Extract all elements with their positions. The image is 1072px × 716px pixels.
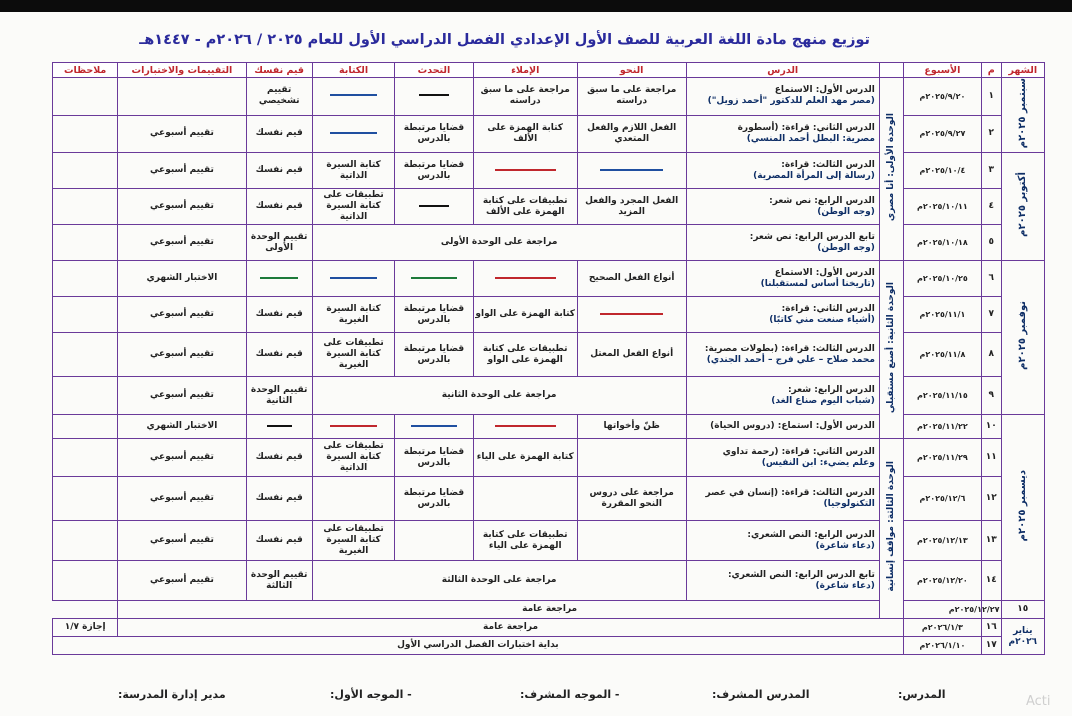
header-unit: [879, 63, 903, 78]
lesson-cell: [686, 153, 879, 189]
notes-cell: [53, 225, 118, 261]
week-date: ٢٠٢٦/١/٣م: [903, 619, 981, 637]
week-number: ١٥: [1001, 601, 1044, 619]
lesson-subtitle: (وجه الوطن): [817, 206, 875, 217]
assessment-cell: تقييم أسبوعي: [118, 153, 246, 189]
empty-dash: [495, 277, 556, 279]
speaking-cell: [395, 261, 473, 297]
dictation-cell: [473, 415, 577, 439]
page-title: توزيع منهج مادة اللغة العربية للصف الأول الإعدادي الفصل الدراسي الأول للعام ٢٠٢٥ / ٢٠٢٦م - ١٤٤٧هـ: [139, 32, 870, 48]
lesson-title: الدرس الثاني: قراءة: (رحمة تداوي: [722, 446, 875, 457]
signature-first-supervisor: - الموجه الأول:: [330, 688, 412, 701]
empty-dash: [330, 277, 378, 279]
grammar-cell: مراجعة على ما سبق دراسته: [577, 78, 686, 116]
header-assess: التقييمات والاختبارات: [118, 63, 246, 78]
header-row: [53, 63, 1045, 78]
notes-cell: [53, 477, 118, 521]
lesson-cell: [686, 225, 879, 261]
lesson-subtitle: (مصر مهد العلم للدكتور "أحمد زويل"): [707, 96, 875, 107]
lesson-cell: [686, 415, 879, 439]
empty-dash: [419, 205, 449, 207]
lesson-cell: [686, 115, 879, 153]
month-cell-dec: [1001, 415, 1044, 601]
month-cell-nov: [1001, 261, 1044, 415]
writing-cell: [312, 261, 395, 297]
writing-cell: تطبيقات على كتابة السيرة الغيرية: [312, 333, 395, 377]
week-date: ٢٠٢٥/١٢/٢٠م: [903, 561, 981, 601]
dictation-cell: تطبيقات على كتابة الهمزة على الواو: [473, 333, 577, 377]
signature-senior-teacher: المدرس المشرف:: [712, 688, 810, 701]
lesson-subtitle: (أشياء صنعت مني كاتبًا): [769, 314, 875, 325]
lesson-title: الدرس الثاني: قراءة:: [781, 303, 875, 314]
month-year: ٢٠٢٦م: [1008, 636, 1038, 647]
unit-label: الوحدة الثالثة: مواقف إنسانية: [885, 461, 896, 593]
self-assessment-cell: قيم نفسك: [246, 477, 312, 521]
lesson-title: الدرس الثاني: قراءة: (أسطورة: [737, 122, 875, 133]
header-speaking: التحدث: [395, 63, 473, 78]
notes-cell: [53, 153, 118, 189]
activation-watermark: Acti: [1026, 694, 1051, 709]
notes-cell: [53, 439, 118, 477]
notes-cell: [53, 189, 118, 225]
lesson-subtitle: (وجه الوطن): [817, 242, 875, 253]
self-assessment-cell: [246, 261, 312, 297]
unit-cell-3: [879, 439, 903, 619]
self-assessment-cell: تقييم الوحدة الثالثة: [246, 561, 312, 601]
month-label: سبتمبر ٢٠٢٥م: [1017, 78, 1029, 149]
unit-review-cell: مراجعة على الوحدة الثالثة: [312, 561, 686, 601]
week-date: ٢٠٢٥/١٠/١١م: [903, 189, 981, 225]
notes-cell: [53, 561, 118, 601]
lesson-subtitle: (شباب اليوم صناع الغد): [771, 395, 875, 406]
lesson-title: الدرس الرابع: نص شعر:: [769, 195, 875, 206]
speaking-cell: قضايا مرتبطة بالدرس: [395, 115, 473, 153]
empty-dash: [267, 425, 292, 427]
week-date: ٢٠٢٥/١٠/٢٥م: [903, 261, 981, 297]
week-date: ٢٠٢٥/١١/٢٩م: [903, 439, 981, 477]
notes-cell: [53, 78, 118, 116]
self-assessment-cell: قيم نفسك: [246, 189, 312, 225]
self-assessment-cell: تقييم الوحدة الثانية: [246, 377, 312, 415]
notes-cell: [53, 333, 118, 377]
signature-supervisor: - الموجه المشرف:: [520, 688, 620, 701]
assessment-cell: الاختبار الشهري: [118, 261, 246, 297]
grammar-cell: الفعل المجرد والفعل المزيد: [577, 189, 686, 225]
lesson-title: الدرس الرابع: شعر:: [787, 384, 875, 395]
week-date: ٢٠٢٥/١٢/٦م: [903, 477, 981, 521]
curriculum-table: [52, 62, 1045, 655]
week-date: ٢٠٢٥/١١/١م: [903, 297, 981, 333]
writing-cell: تطبيقات على كتابة السيرة الذاتية: [312, 439, 395, 477]
lesson-cell: [686, 377, 879, 415]
general-review-cell: مراجعة عامة: [118, 601, 982, 619]
speaking-cell: قضايا مرتبطة بالدرس: [395, 439, 473, 477]
lesson-cell: [686, 521, 879, 561]
self-assessment-cell: قيم نفسك: [246, 153, 312, 189]
writing-cell: كتابة السيرة الغيرية: [312, 297, 395, 333]
grammar-cell: [577, 521, 686, 561]
lesson-cell: [686, 333, 879, 377]
dictation-cell: تطبيقات على كتابة الهمزة على الياء: [473, 521, 577, 561]
lesson-title: الدرس الرابع: النص الشعري:: [747, 529, 875, 540]
grammar-cell: أنواع الفعل الصحيح: [577, 261, 686, 297]
month-cell-sep: [1001, 78, 1044, 153]
top-bar: [0, 0, 1072, 12]
lesson-title: الدرس الثالث: قراءة: (إنسان في عصر: [705, 487, 875, 498]
dictation-cell: كتابة الهمزة على الواو: [473, 297, 577, 333]
lesson-cell: [686, 477, 879, 521]
lesson-title: الدرس الثالث: قراءة:: [781, 159, 875, 170]
speaking-cell: قضايا مرتبطة بالدرس: [395, 333, 473, 377]
week-number: ١٦: [982, 619, 1002, 637]
table-row: [53, 601, 1045, 619]
week-number: ٥: [982, 225, 1002, 261]
assessment-cell: تقييم أسبوعي: [118, 377, 246, 415]
month-label: ديسمبر ٢٠٢٥م: [1017, 470, 1029, 542]
self-assessment-cell: تقييم تشخيصي: [246, 78, 312, 116]
week-number: ٧: [982, 297, 1002, 333]
empty-dash: [600, 169, 663, 171]
lesson-subtitle: (دعاء شاعرة): [815, 540, 875, 551]
header-num: م: [982, 63, 1002, 78]
grammar-cell: ظنّ وأخواتها: [577, 415, 686, 439]
dictation-cell: كتابة الهمزة على الياء: [473, 439, 577, 477]
month-label: نوفمبر ٢٠٢٥م: [1017, 301, 1029, 371]
signature-teacher: المدرس:: [898, 688, 946, 701]
writing-cell: تطبيقات على كتابة السيرة الذاتية: [312, 189, 395, 225]
week-date: ٢٠٢٥/١٠/١٨م: [903, 225, 981, 261]
week-date: ٢٠٢٥/١١/٢٢م: [903, 415, 981, 439]
notes-cell: [53, 377, 118, 415]
month-cell-oct: [1001, 153, 1044, 261]
assessment-cell: تقييم أسبوعي: [118, 561, 246, 601]
month-cell-jan: [1001, 619, 1044, 655]
unit-review-cell: مراجعة على الوحدة الأولى: [312, 225, 686, 261]
unit-cell-1: [879, 78, 903, 261]
week-number: ١٠: [982, 415, 1002, 439]
dictation-cell: [473, 261, 577, 297]
dictation-cell: مراجعة على ما سبق دراسته: [473, 78, 577, 116]
lesson-subtitle: (تاريخنا أساس لمستقبلنا): [760, 278, 875, 289]
header-self: قيم نفسك: [246, 63, 312, 78]
week-date: ٢٠٢٥/١١/١٥م: [903, 377, 981, 415]
week-number: ٩: [982, 377, 1002, 415]
assessment-cell: [118, 78, 246, 116]
lesson-subtitle: مصرية: البطل أحمد المنسي): [746, 133, 875, 144]
lesson-cell: [686, 261, 879, 297]
grammar-cell: [577, 297, 686, 333]
speaking-cell: قضايا مرتبطة بالدرس: [395, 477, 473, 521]
empty-dash: [495, 425, 556, 427]
lesson-title: تابع الدرس الرابع: نص شعر:: [749, 231, 875, 242]
assessment-cell: تقييم أسبوعي: [118, 333, 246, 377]
grammar-cell: الفعل اللازم والفعل المتعدي: [577, 115, 686, 153]
unit-label: الوحدة الأولى: أنا مصري: [885, 113, 896, 222]
table-row: [53, 261, 1045, 297]
week-number: ١٧: [982, 637, 1002, 655]
week-number: ٣: [982, 153, 1002, 189]
self-assessment-cell: قيم نفسك: [246, 439, 312, 477]
assessment-cell: تقييم أسبوعي: [118, 115, 246, 153]
grammar-cell: [577, 439, 686, 477]
notes-cell: [53, 297, 118, 333]
assessment-cell: تقييم أسبوعي: [118, 225, 246, 261]
unit-cell-2: [879, 261, 903, 439]
week-number: ١٤: [982, 561, 1002, 601]
week-date: ٢٠٢٥/١٠/٤م: [903, 153, 981, 189]
lesson-title: الدرس الثالث: قراءة: (بطولات مصرية:: [704, 343, 875, 354]
header-grammar: النحو: [577, 63, 686, 78]
lesson-cell: [686, 439, 879, 477]
speaking-cell: [395, 189, 473, 225]
dictation-cell: كتابة الهمزة على الألف: [473, 115, 577, 153]
notes-cell: [53, 261, 118, 297]
week-number: ٢: [982, 115, 1002, 153]
assessment-cell: تقييم أسبوعي: [118, 297, 246, 333]
assessment-cell: الاختبار الشهري: [118, 415, 246, 439]
grammar-cell: مراجعة على دروس النحو المقررة: [577, 477, 686, 521]
assessment-cell: تقييم أسبوعي: [118, 477, 246, 521]
lesson-cell: [686, 78, 879, 116]
notes-cell: إجازة ١/٧: [53, 619, 118, 637]
empty-dash: [330, 94, 378, 96]
lesson-subtitle: (رسالة إلى المرأة المصرية): [753, 170, 875, 181]
notes-cell: [53, 415, 118, 439]
week-number: ١١: [982, 439, 1002, 477]
grammar-cell: [577, 153, 686, 189]
week-date: ٢٠٢٥/١١/٨م: [903, 333, 981, 377]
week-number: ١: [982, 78, 1002, 116]
header-lesson: الدرس: [686, 63, 879, 78]
writing-cell: [312, 477, 395, 521]
lesson-title: الدرس الأول: استماع: (دروس الحياة): [710, 421, 875, 432]
general-review-cell: مراجعة عامة: [118, 619, 903, 637]
lesson-cell: [686, 297, 879, 333]
empty-dash: [330, 132, 378, 134]
header-writing: الكتابة: [312, 63, 395, 78]
signature-principal: مدير إدارة المدرسة:: [118, 688, 226, 701]
lesson-subtitle: محمد صلاح – علي فرج – أحمد الجندي): [706, 354, 875, 365]
writing-cell: كتابة السيرة الذاتية: [312, 153, 395, 189]
week-number: ٨: [982, 333, 1002, 377]
header-month: الشهر: [1001, 63, 1044, 78]
table-row: [53, 78, 1045, 116]
empty-dash: [411, 277, 456, 279]
assessment-cell: تقييم أسبوعي: [118, 439, 246, 477]
empty-dash: [330, 425, 378, 427]
week-date: ٢٠٢٥/٩/٢٧م: [903, 115, 981, 153]
lesson-subtitle: (دعاء شاعرة): [815, 580, 875, 591]
dictation-cell: تطبيقات على كتابة الهمزة على الألف: [473, 189, 577, 225]
empty-dash: [419, 94, 449, 96]
assessment-cell: تقييم أسبوعي: [118, 521, 246, 561]
lesson-title: تابع الدرس الرابع: النص الشعري:: [727, 569, 875, 580]
writing-cell: [312, 415, 395, 439]
lesson-subtitle: التكنولوجيا): [823, 498, 875, 509]
week-date: ٢٠٢٥/٩/٢٠م: [903, 78, 981, 116]
week-number: ٦: [982, 261, 1002, 297]
table-row: [53, 619, 1045, 637]
self-assessment-cell: قيم نفسك: [246, 115, 312, 153]
self-assessment-cell: قيم نفسك: [246, 297, 312, 333]
header-notes: ملاحظات: [53, 63, 118, 78]
month-label: يناير: [1013, 625, 1033, 636]
lesson-subtitle: وعلم يضيء: ابن النفيس): [761, 457, 875, 468]
dictation-cell: [473, 153, 577, 189]
empty-dash: [495, 169, 556, 171]
empty-dash: [260, 277, 298, 279]
unit-label: الوحدة الثانية: أصنع مستقبلي: [885, 282, 896, 414]
week-number: ٤: [982, 189, 1002, 225]
self-assessment-cell: قيم نفسك: [246, 333, 312, 377]
empty-dash: [411, 425, 456, 427]
grammar-cell: أنواع الفعل المعتل: [577, 333, 686, 377]
lesson-cell: [686, 561, 879, 601]
header-dictation: الإملاء: [473, 63, 577, 78]
week-number: ١٣: [982, 521, 1002, 561]
table-row: [53, 637, 1045, 655]
lesson-cell: [686, 189, 879, 225]
self-assessment-cell: [246, 415, 312, 439]
notes-cell: [53, 521, 118, 561]
week-date: ٢٠٢٥/١٢/٢٧م: [982, 601, 1002, 619]
self-assessment-cell: قيم نفسك: [246, 521, 312, 561]
week-date: ٢٠٢٥/١٢/١٣م: [903, 521, 981, 561]
notes-cell: [53, 115, 118, 153]
speaking-cell: [395, 521, 473, 561]
writing-cell: [312, 115, 395, 153]
exam-start-cell: بداية اختبارات الفصل الدراسي الأول: [53, 637, 904, 655]
writing-cell: تطبيقات على كتابة السيرة الغيرية: [312, 521, 395, 561]
header-week: الأسبوع: [903, 63, 981, 78]
assessment-cell: تقييم أسبوعي: [118, 189, 246, 225]
lesson-title: الدرس الأول: الاستماع: [774, 267, 875, 278]
speaking-cell: [395, 78, 473, 116]
writing-cell: [312, 78, 395, 116]
dictation-cell: [473, 477, 577, 521]
week-date: ٢٠٢٦/١/١٠م: [903, 637, 981, 655]
speaking-cell: [395, 415, 473, 439]
speaking-cell: قضايا مرتبطة بالدرس: [395, 297, 473, 333]
empty-dash: [600, 313, 663, 315]
week-number: ١٢: [982, 477, 1002, 521]
unit-review-cell: مراجعة على الوحدة الثانية: [312, 377, 686, 415]
speaking-cell: قضايا مرتبطة بالدرس: [395, 153, 473, 189]
lesson-title: الدرس الأول: الاستماع: [774, 85, 875, 96]
month-label: أكتوبر ٢٠٢٥م: [1017, 172, 1029, 238]
table-row: [53, 439, 1045, 477]
self-assessment-cell: تقييم الوحدة الأولى: [246, 225, 312, 261]
